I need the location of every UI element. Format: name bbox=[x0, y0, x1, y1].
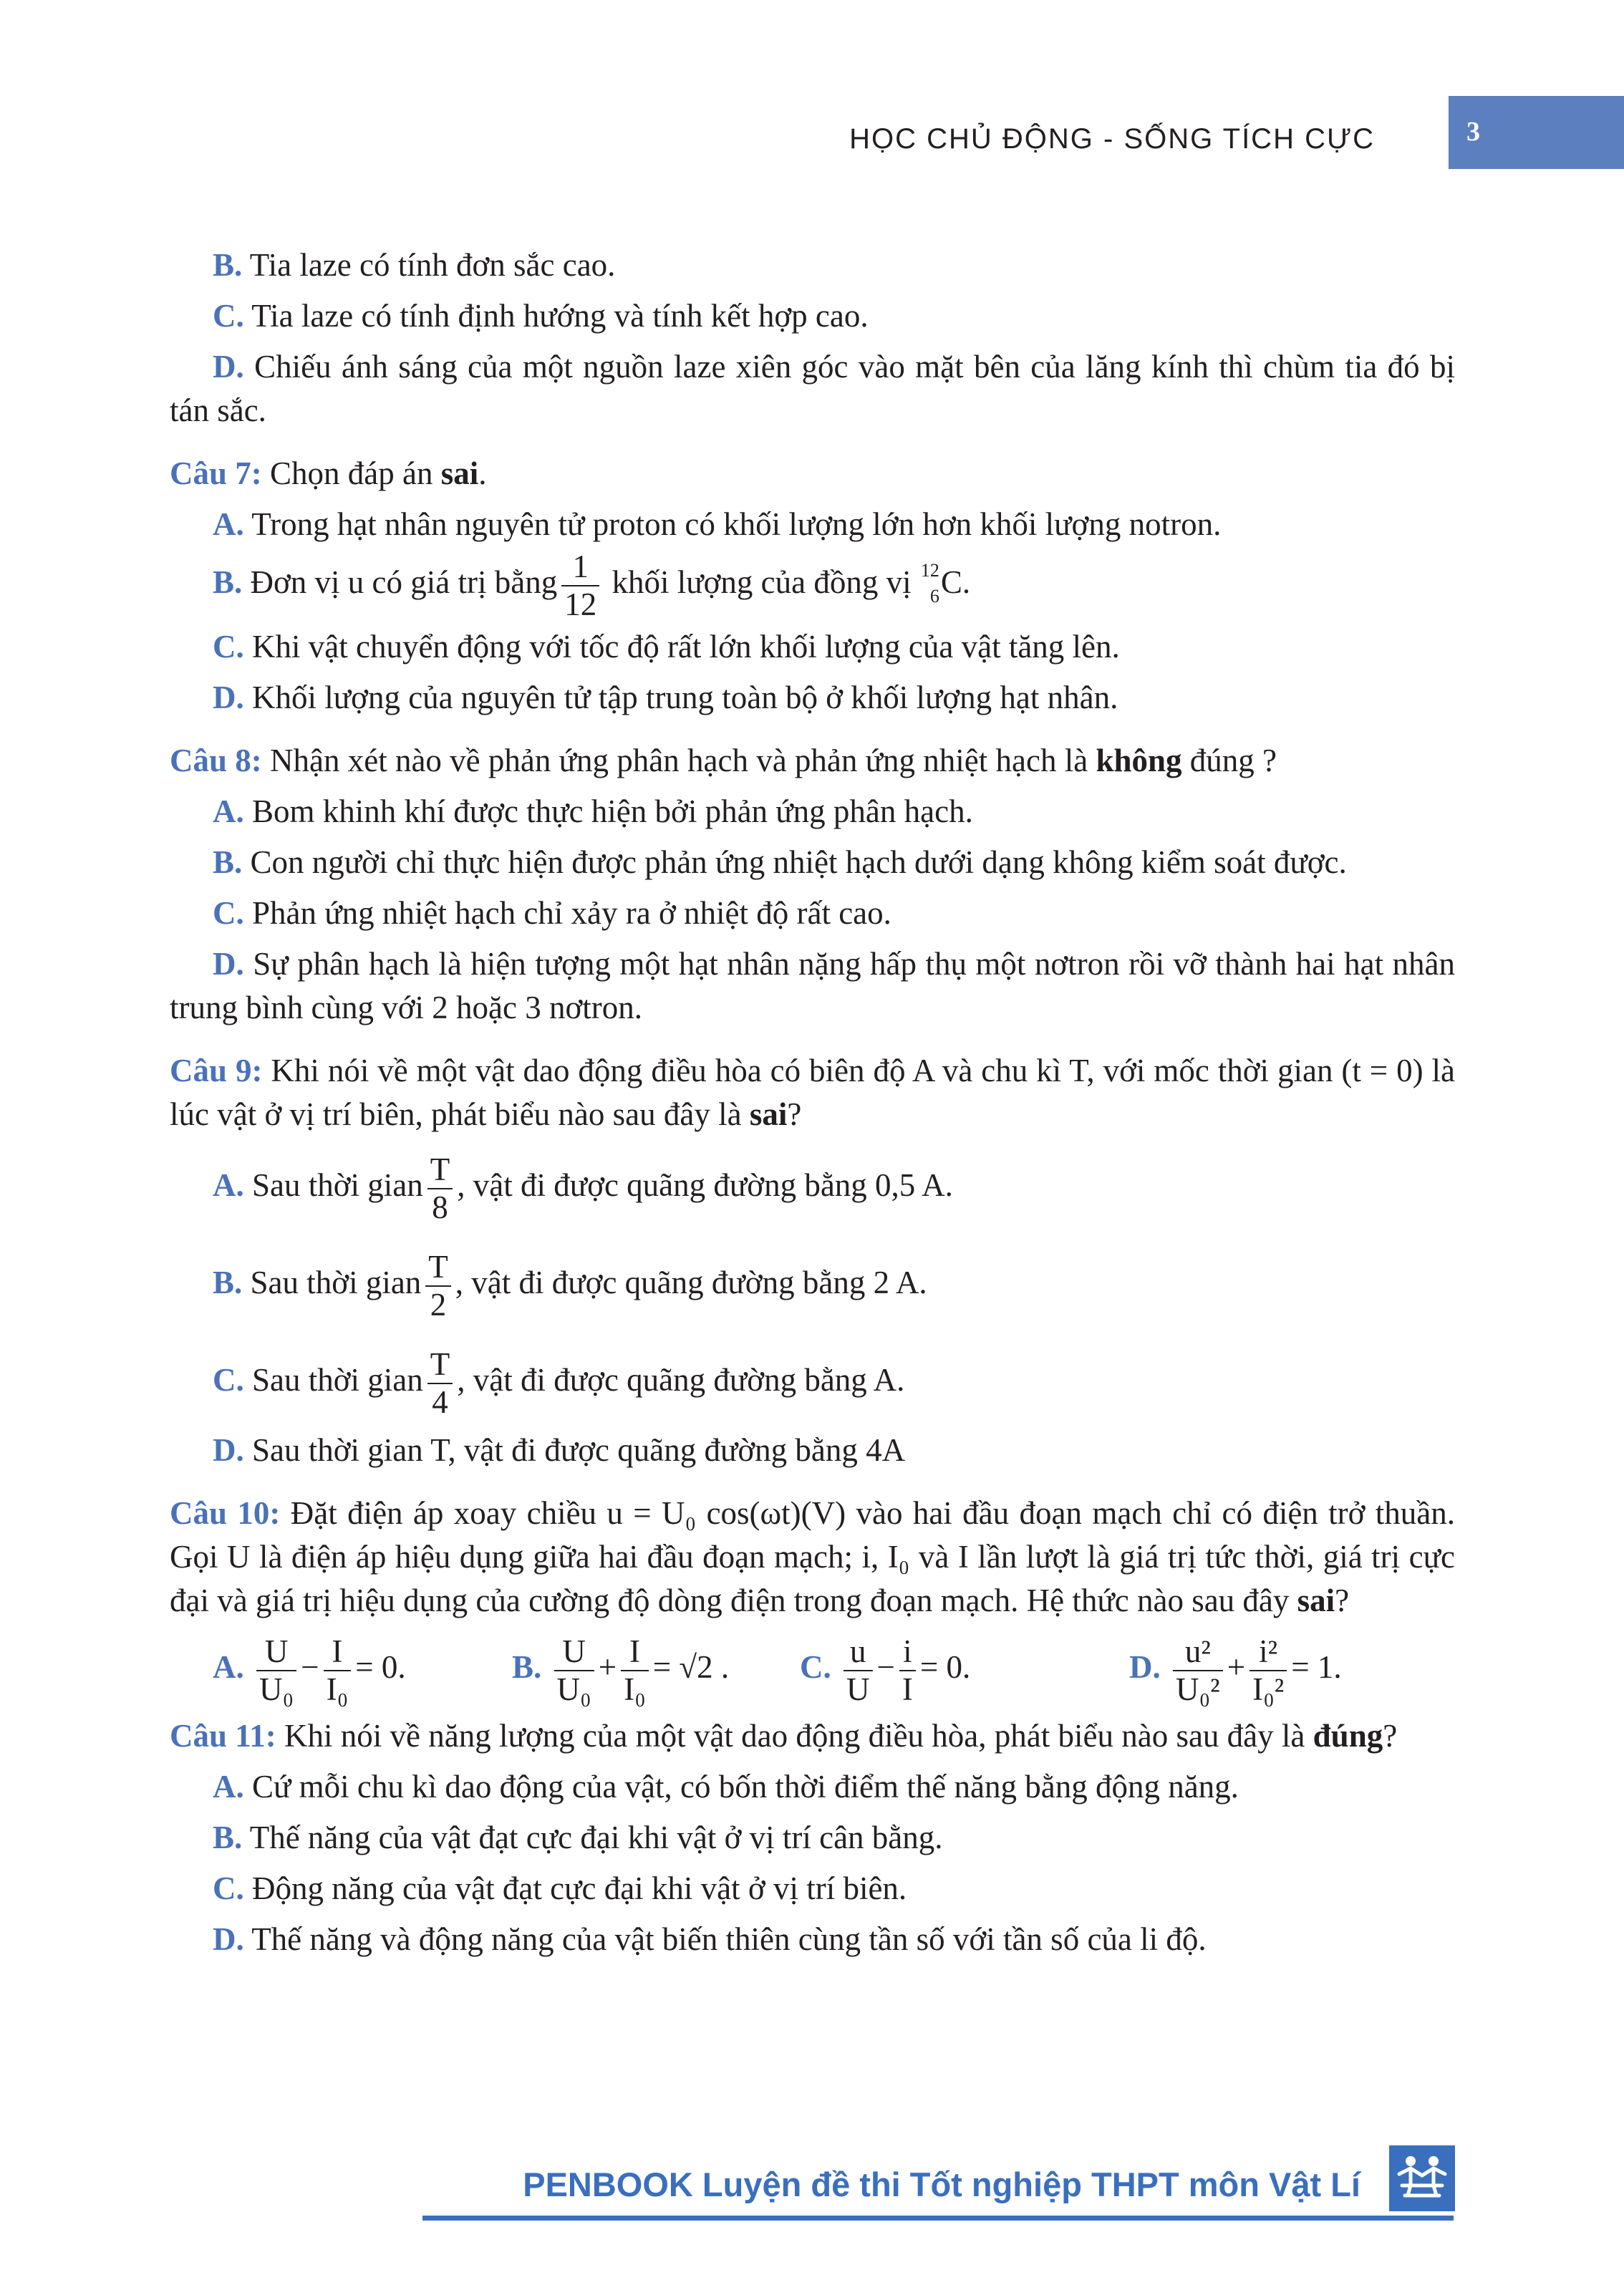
stem-keyword: sai bbox=[440, 455, 479, 491]
option-text: Sau thời gian bbox=[252, 1167, 423, 1203]
option-text: Động năng của vật đạt cực đại khi vật ở vị trí biên. bbox=[252, 1870, 907, 1906]
fraction bbox=[256, 1633, 296, 1707]
option-text: Phản ứng nhiệt hạch chỉ xảy ra ở nhiệt độ rất cao. bbox=[252, 895, 891, 931]
fraction-numerator: T bbox=[427, 1154, 453, 1189]
stem-keyword: sai bbox=[749, 1096, 788, 1132]
option-text: Tia laze có tính định hướng và tính kết hợp cao. bbox=[251, 298, 869, 334]
option-label: B. bbox=[213, 844, 243, 880]
fraction-denominator: U₀ bbox=[556, 1671, 591, 1707]
fraction bbox=[1250, 1633, 1287, 1707]
option-label: A. bbox=[213, 506, 244, 542]
question-10-option-c bbox=[800, 1623, 970, 1711]
question-10-option-b bbox=[512, 1623, 729, 1711]
option-text: Sự phân hạch là hiện tượng một hạt nhân nặng hấp thụ một nơtron rồi vỡ thành hai hạt nhân trung bình cùng với 2 hoặc 3 nơtron. bbox=[170, 946, 1456, 1025]
option-label: C. bbox=[213, 629, 244, 665]
stem-text: Nhận xét nào về phản ứng phân hạch và phản ứng nhiệt hạch là bbox=[270, 743, 1088, 778]
prev-option-d bbox=[170, 345, 1455, 433]
stem-keyword: sai bbox=[1297, 1583, 1335, 1618]
fraction-numerator: i² bbox=[1250, 1636, 1287, 1671]
fraction-denominator: U₀² bbox=[1176, 1671, 1220, 1707]
fraction bbox=[621, 1633, 649, 1707]
option-text: , vật đi được quãng đường bằng A. bbox=[457, 1362, 905, 1398]
penbook-logo-icon bbox=[1389, 2145, 1455, 2211]
option-text: Sau thời gian bbox=[250, 1265, 422, 1300]
question-10-options bbox=[170, 1623, 1455, 1711]
option-text: Sau thời gian bbox=[252, 1362, 423, 1398]
option-label: C. bbox=[213, 1870, 244, 1906]
option-text: Tia laze có tính đơn sắc cao. bbox=[249, 247, 616, 283]
option-text: Chiếu ánh sáng của một nguồn laze xiên góc vào mặt bên của lăng kính thì chùm tia đó bị tán sắc. bbox=[170, 349, 1455, 428]
question-9-stem bbox=[170, 1049, 1455, 1136]
option-label: D. bbox=[213, 946, 244, 982]
option-label: C. bbox=[213, 1362, 244, 1398]
equation-rhs: = √2 . bbox=[652, 1649, 730, 1685]
question-label: Câu 8: bbox=[170, 743, 262, 778]
fraction-denominator: I₀ bbox=[624, 1671, 646, 1707]
fraction bbox=[844, 1633, 873, 1707]
option-text: Thế năng của vật đạt cực đại khi vật ở vị trí cân bằng. bbox=[249, 1820, 943, 1855]
question-7-option-a bbox=[170, 503, 1455, 546]
fraction-numerator: I bbox=[621, 1636, 649, 1671]
option-label: B. bbox=[213, 1265, 243, 1300]
option-text: Khối lượng của nguyên tử tập trung toàn bộ ở khối lượng hạt nhân. bbox=[252, 680, 1118, 715]
page-number: 3 bbox=[1466, 117, 1480, 147]
option-text: Con người chỉ thực hiện được phản ứng nhiệt hạch dưới dạng không kiểm soát được. bbox=[250, 844, 1347, 880]
question-11-option-b bbox=[170, 1816, 1455, 1860]
question-10-option-a bbox=[213, 1623, 406, 1711]
stem-keyword: không bbox=[1096, 743, 1182, 778]
question-7-option-b bbox=[170, 546, 1455, 622]
stem-text: Khi nói về một vật dao động điều hòa có biên độ A và chu kì T, với mốc thời gian (t = 0) là lúc vật ở vị trí biên, phát biểu nào sau đây là bbox=[170, 1053, 1456, 1132]
fraction-numerator: T bbox=[427, 1348, 453, 1384]
penbook-logo-glyph-icon bbox=[1389, 2145, 1455, 2211]
question-label: Câu 9: bbox=[170, 1053, 263, 1088]
operator: + bbox=[1227, 1649, 1246, 1685]
option-label: B. bbox=[213, 247, 243, 283]
option-label: D. bbox=[213, 680, 244, 715]
fraction-numerator: 1 bbox=[561, 551, 599, 586]
fraction-numerator: u bbox=[844, 1636, 873, 1671]
fraction-numerator: I bbox=[324, 1636, 352, 1671]
fraction-numerator: u² bbox=[1173, 1636, 1223, 1671]
fraction bbox=[427, 1151, 453, 1225]
option-label: C. bbox=[213, 895, 244, 931]
fraction bbox=[561, 548, 599, 622]
stem-end: ? bbox=[1335, 1583, 1350, 1618]
equation-rhs: = 0. bbox=[355, 1649, 406, 1685]
fraction-denominator: 4 bbox=[432, 1383, 448, 1420]
option-label: A. bbox=[213, 1769, 244, 1805]
fraction-denominator: I₀ bbox=[326, 1671, 349, 1707]
question-8-option-d bbox=[170, 942, 1455, 1030]
fraction bbox=[899, 1633, 916, 1707]
question-10-stem bbox=[170, 1492, 1455, 1623]
fraction-denominator: U bbox=[846, 1671, 870, 1707]
fraction-numerator: U bbox=[554, 1636, 594, 1671]
question-11-stem bbox=[170, 1714, 1455, 1758]
option-label: A. bbox=[213, 1649, 244, 1685]
option-text: , vật đi được quãng đường bằng 0,5 A. bbox=[457, 1167, 953, 1203]
stem-end: ? bbox=[1383, 1718, 1398, 1754]
fraction-numerator: T bbox=[425, 1251, 451, 1287]
option-label: B. bbox=[213, 564, 243, 600]
stem-end: đúng ? bbox=[1189, 743, 1277, 778]
stem-text: Khi nói về năng lượng của một vật dao động điều hòa, phát biểu nào sau đây là bbox=[284, 1718, 1305, 1754]
option-label: B. bbox=[512, 1649, 542, 1685]
question-label: Câu 10: bbox=[170, 1495, 281, 1531]
stem-text: Đặt điện áp xoay chiều bbox=[290, 1495, 597, 1531]
atomic-number: 6 bbox=[929, 585, 939, 607]
question-label: Câu 7: bbox=[170, 455, 262, 491]
question-8-option-a bbox=[170, 790, 1455, 834]
question-7-option-c bbox=[170, 625, 1455, 669]
operator: + bbox=[598, 1649, 617, 1685]
isotope-notation bbox=[919, 559, 941, 607]
option-label: C. bbox=[800, 1649, 831, 1685]
page-number-box bbox=[1449, 96, 1624, 169]
option-label: B. bbox=[213, 1820, 243, 1855]
stem-keyword: đúng bbox=[1313, 1718, 1383, 1754]
voltage-formula: u = U₀ cos(ωt)(V) bbox=[606, 1495, 846, 1531]
question-8-option-b bbox=[170, 841, 1455, 884]
fraction-denominator: 2 bbox=[430, 1286, 447, 1323]
option-label: A. bbox=[213, 793, 244, 829]
option-text: Cứ mỗi chu kì dao động của vật, có bốn thời điểm thế năng bằng động năng. bbox=[252, 1769, 1239, 1805]
equation-rhs: = 1. bbox=[1291, 1649, 1342, 1685]
operator: − bbox=[876, 1649, 895, 1685]
footer-title: PENBOOK Luyện đề thi Tốt nghiệp THPT môn Vật Lí bbox=[523, 2165, 1360, 2203]
question-9-option-d bbox=[170, 1429, 1455, 1472]
fraction bbox=[1173, 1633, 1223, 1707]
fraction bbox=[554, 1633, 594, 1707]
stem-end: . bbox=[478, 455, 487, 491]
option-text: Sau thời gian T, vật đi được quãng đường bằng 4A bbox=[252, 1432, 906, 1468]
fraction bbox=[427, 1348, 453, 1419]
question-9-option-c bbox=[170, 1331, 1455, 1429]
prev-option-c bbox=[170, 294, 1455, 338]
option-text: Bom khinh khí được thực hiện bởi phản ứng phân hạch. bbox=[252, 793, 973, 829]
option-label: A. bbox=[213, 1167, 244, 1203]
option-text: , vật đi được quãng đường bằng 2 A. bbox=[455, 1265, 927, 1300]
fraction bbox=[324, 1633, 352, 1707]
equation-rhs: = 0. bbox=[919, 1649, 971, 1685]
fraction-denominator: I₀² bbox=[1252, 1671, 1285, 1707]
fraction-numerator: U bbox=[256, 1636, 296, 1671]
stem-end: ? bbox=[787, 1096, 802, 1132]
question-7-option-d bbox=[170, 676, 1455, 720]
option-end: . bbox=[962, 564, 971, 600]
question-9-option-b bbox=[170, 1234, 1455, 1331]
operator: − bbox=[301, 1649, 319, 1685]
question-8-stem bbox=[170, 739, 1455, 783]
option-label: D. bbox=[1129, 1649, 1161, 1685]
page-content bbox=[170, 243, 1455, 1961]
option-text: Trong hạt nhân nguyên tử proton có khối lượng lớn hơn khối lượng notron. bbox=[251, 506, 1222, 542]
fraction-denominator: I bbox=[902, 1671, 913, 1707]
fraction-denominator: 8 bbox=[432, 1189, 448, 1225]
question-7-stem bbox=[170, 452, 1455, 496]
option-label: C. bbox=[213, 298, 244, 334]
option-label: D. bbox=[213, 1921, 244, 1957]
question-11-option-a bbox=[170, 1765, 1455, 1809]
fraction bbox=[425, 1248, 451, 1323]
prev-option-b bbox=[170, 243, 1455, 287]
mass-number: 12 bbox=[920, 559, 939, 581]
fraction-numerator: i bbox=[899, 1636, 916, 1671]
question-10-option-d bbox=[1129, 1623, 1342, 1711]
option-text: Thế năng và động năng của vật biến thiên cùng tần số với tần số của li độ. bbox=[251, 1921, 1207, 1957]
fraction-denominator: 12 bbox=[564, 586, 597, 622]
footer-rule bbox=[422, 2216, 1454, 2221]
question-9-option-a bbox=[170, 1136, 1455, 1234]
question-11-option-d bbox=[170, 1918, 1455, 1961]
fraction-denominator: U₀ bbox=[259, 1671, 294, 1707]
option-text: khối lượng của đồng vị bbox=[612, 564, 912, 600]
question-11-option-c bbox=[170, 1867, 1455, 1911]
question-label: Câu 11: bbox=[170, 1718, 276, 1754]
option-label: D. bbox=[213, 1432, 244, 1468]
question-8-option-c bbox=[170, 892, 1455, 935]
running-header: HỌC CHỦ ĐỘNG - SỐNG TÍCH CỰC bbox=[849, 123, 1375, 155]
stem-text: vào hai đầu đoạn mạch chỉ có điện trở thuần. Gọi U là điện áp hiệu dụng giữa hai đầu đoạn mạch; i, I₀ và I lần lượt là giá trị tức thời, giá trị cực đại và giá trị hiệu dụng của cường độ dòng điện trong đoạn mạch. Hệ thức nào sau đây bbox=[170, 1495, 1456, 1618]
option-text: Đơn vị u có giá trị bằng bbox=[250, 564, 558, 600]
option-text: Khi vật chuyển động với tốc độ rất lớn khối lượng của vật tăng lên. bbox=[252, 629, 1120, 665]
stem-text: Chọn đáp án bbox=[270, 455, 433, 491]
option-label: D. bbox=[213, 349, 244, 385]
element-symbol: C bbox=[940, 564, 962, 600]
